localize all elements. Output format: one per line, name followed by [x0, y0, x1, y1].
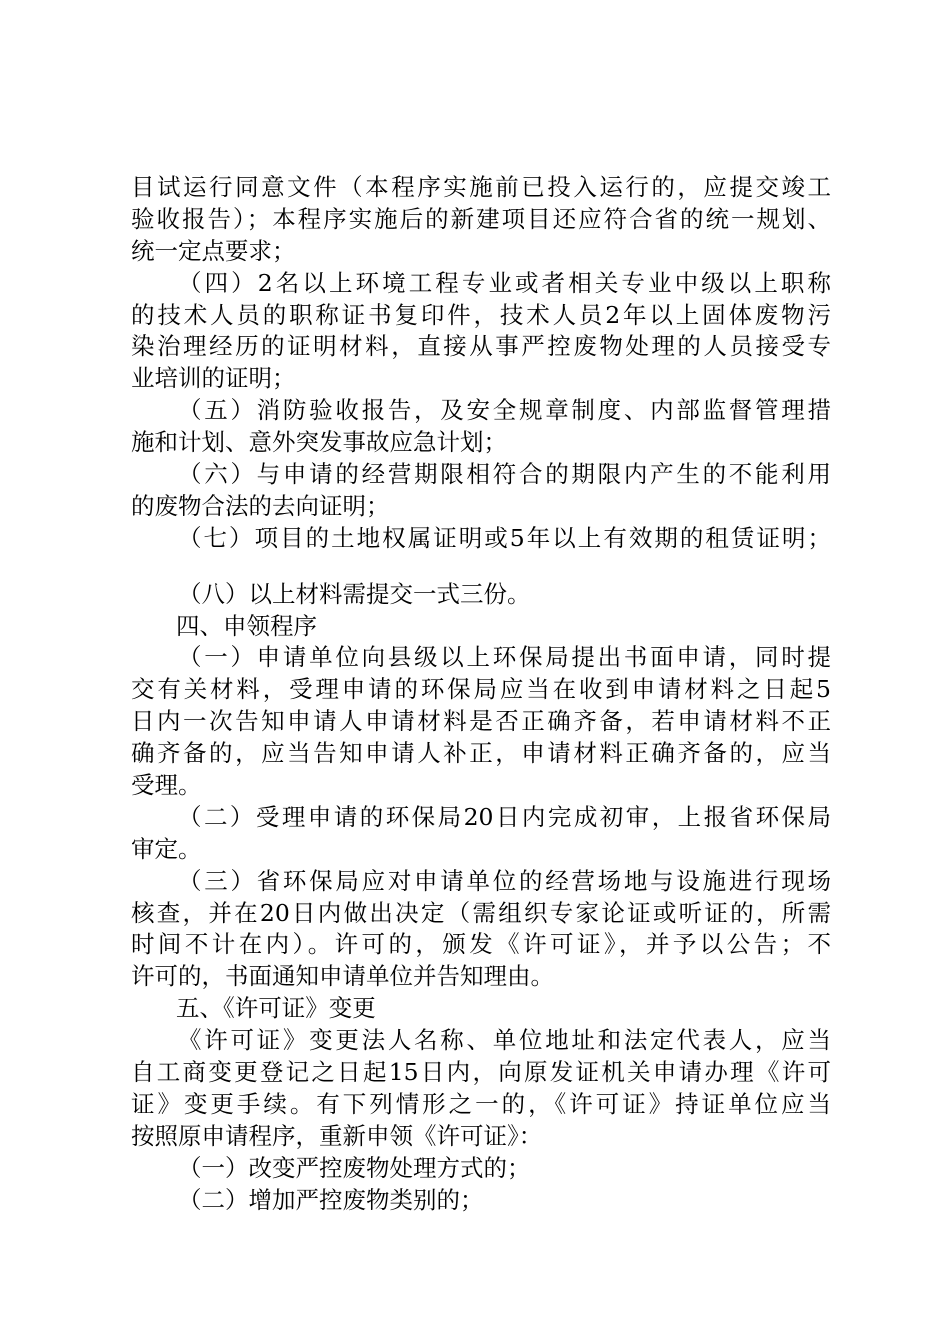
- text-line: 的废物合法的去向证明；: [131, 491, 390, 520]
- text-line: 业培训的证明；: [131, 364, 296, 393]
- text-line: 交有关材料，受理申请的环保局应当在收到申请材料之日起5: [131, 675, 831, 704]
- text-line: 时间不计在内）。许可的，颁发《许可证》，并予以公告；不: [131, 930, 831, 959]
- document-body: [131, 172, 831, 1217]
- text-line: （八）以上材料需提交一式三份。: [178, 579, 531, 608]
- text-line: （七）项目的土地权属证明或5年以上有效期的租赁证明；: [178, 523, 831, 552]
- text-line: （六）与申请的经营期限相符合的期限内产生的不能利用: [178, 460, 831, 489]
- text-line: 核查，并在20日内做出决定（需组织专家论证或听证的，所需: [131, 898, 831, 927]
- text-line: 审定。: [131, 834, 202, 863]
- text-line: 《许可证》变更法人名称、单位地址和法定代表人，应当: [178, 1026, 831, 1055]
- text-line: （一）改变严控废物处理方式的；: [178, 1153, 531, 1182]
- text-line: 染治理经历的证明材料，直接从事严控废物处理的人员接受专: [131, 332, 831, 361]
- text-line: （一）申请单位向县级以上环保局提出书面申请，同时提: [178, 643, 831, 672]
- text-line: 确齐备的，应当告知申请人补正，申请材料正确齐备的，应当: [131, 739, 831, 768]
- text-line: 验收报告）；本程序实施后的新建项目还应符合省的统一规划、: [131, 204, 831, 233]
- text-line: 受理。: [131, 771, 202, 800]
- text-line: 的技术人员的职称证书复印件，技术人员2年以上固体废物污: [131, 300, 831, 329]
- text-line: 许可的，书面通知申请单位并告知理由。: [131, 962, 554, 991]
- text-line: 目试运行同意文件（本程序实施前已投入运行的，应提交竣工: [131, 173, 831, 201]
- text-line: （二）增加严控废物类别的；: [178, 1185, 484, 1214]
- paragraph-gap: [131, 555, 831, 579]
- text-line: 自工商变更登记之日起15日内，向原发证机关申请办理《许可: [131, 1058, 831, 1087]
- text-line: 按照原申请程序，重新申领《许可证》：: [131, 1121, 543, 1150]
- text-line: （五）消防验收报告，及安全规章制度、内部监督管理措: [178, 396, 831, 425]
- text-line: 施和计划、意外突发事故应急计划；: [131, 428, 507, 457]
- text-line: 证》变更手续。有下列情形之一的，《许可证》持证单位应当: [131, 1089, 831, 1118]
- text-line: （三）省环保局应对申请单位的经营场地与设施进行现场: [178, 866, 831, 895]
- text-line: （二）受理申请的环保局20日内完成初审，上报省环保局: [178, 802, 831, 831]
- section-heading: 四、申领程序: [176, 611, 317, 640]
- section-heading: 五、《许可证》变更: [176, 994, 376, 1023]
- text-line: 统一定点要求；: [131, 236, 296, 265]
- text-line: 日内一次告知申请人申请材料是否正确齐备，若申请材料不正: [131, 707, 831, 736]
- text-line: （四）2名以上环境工程专业或者相关专业中级以上职称: [178, 268, 831, 297]
